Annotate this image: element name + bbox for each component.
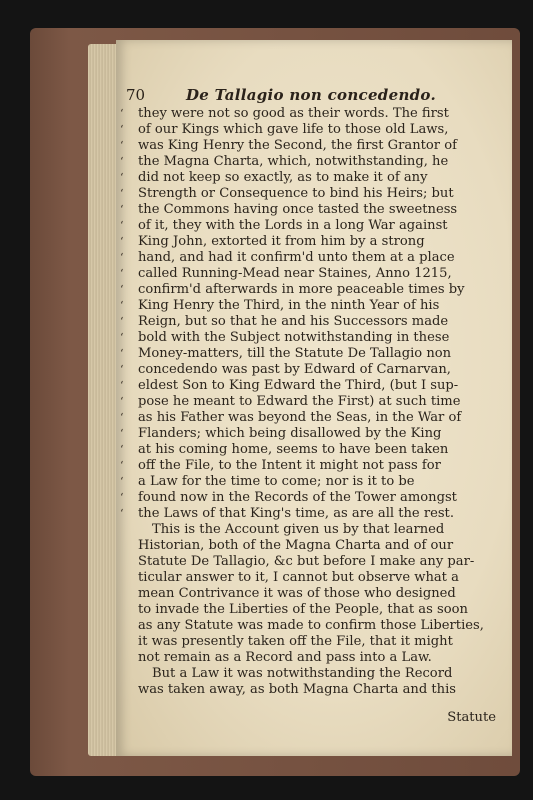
quote-mark: ‘ — [120, 283, 124, 296]
line-text: of our Kings which gave life to those old Laws, — [138, 122, 449, 137]
text-line — [116, 618, 502, 634]
text-line — [116, 378, 502, 394]
quote-mark: ‘ — [120, 379, 124, 392]
quote-mark: ‘ — [120, 315, 124, 328]
line-text: eldest Son to King Edward the Third, (but I sup- — [138, 378, 459, 393]
text-line — [116, 314, 502, 330]
quote-mark: ‘ — [120, 347, 124, 360]
text-line — [116, 298, 502, 314]
line-text: King Henry the Third, in the ninth Year of his — [138, 298, 440, 313]
text-line — [116, 410, 502, 426]
line-text: they were not so good as their words. The first — [138, 106, 449, 121]
line-text: found now in the Records of the Tower amongst — [138, 490, 457, 505]
line-text: at his coming home, seems to have been taken — [138, 442, 449, 457]
text-line — [116, 362, 502, 378]
quote-mark: ‘ — [120, 219, 124, 232]
text-line — [116, 490, 502, 506]
line-text: was King Henry the Second, the first Grantor of — [138, 138, 457, 153]
quote-mark: ‘ — [120, 107, 124, 120]
line-text: as any Statute was made to confirm those Liberties, — [138, 618, 484, 633]
text-line — [116, 570, 502, 586]
quote-mark: ‘ — [120, 363, 124, 376]
quote-mark: ‘ — [120, 507, 124, 520]
line-text: off the File, to the Intent it might not pass for — [138, 458, 441, 473]
text-line — [116, 650, 502, 666]
line-text: Strength or Consequence to bind his Heirs; but — [138, 186, 454, 201]
page-number: 70 — [126, 86, 146, 104]
text-line — [116, 346, 502, 362]
text-line — [116, 154, 502, 170]
text-line — [116, 330, 502, 346]
text-line — [116, 170, 502, 186]
line-text: mean Contrivance it was of those who designed — [138, 586, 456, 601]
page-body — [116, 106, 502, 698]
text-line — [116, 442, 502, 458]
line-text: confirm'd afterwards in more peaceable times by — [138, 282, 465, 297]
quote-mark: ‘ — [120, 459, 124, 472]
text-line — [116, 218, 502, 234]
line-text: to invade the Liberties of the People, that as soon — [138, 602, 468, 617]
text-line — [116, 682, 502, 698]
text-line — [116, 506, 502, 522]
text-line — [116, 122, 502, 138]
running-head: De Tallagio non concedendo. — [186, 86, 436, 104]
text-line — [116, 426, 502, 442]
line-text: the Laws of that King's time, as are all the rest. — [138, 506, 454, 521]
line-text: the Magna Charta, which, notwithstanding, he — [138, 154, 449, 169]
quote-mark: ‘ — [120, 251, 124, 264]
quote-mark: ‘ — [120, 411, 124, 424]
line-text: hand, and had it confirm'd unto them at a place — [138, 250, 455, 265]
text-line — [116, 634, 502, 650]
text-line — [116, 602, 502, 618]
line-text: Historian, both of the Magna Charta and of our — [138, 538, 454, 553]
line-text: This is the Account given us by that learned — [152, 522, 445, 537]
page-header — [126, 86, 502, 108]
quote-mark: ‘ — [120, 331, 124, 344]
text-line — [116, 522, 502, 538]
quote-mark: ‘ — [120, 155, 124, 168]
quote-mark: ‘ — [120, 427, 124, 440]
text-line — [116, 586, 502, 602]
line-text: Statute De Tallagio, &c but before I make any par- — [138, 554, 475, 569]
line-text: was taken away, as both Magna Charta and this — [138, 682, 456, 697]
quote-mark: ‘ — [120, 475, 124, 488]
line-text: it was presently taken off the File, that it might — [138, 634, 453, 649]
text-line — [116, 202, 502, 218]
text-line — [116, 474, 502, 490]
quote-mark: ‘ — [120, 267, 124, 280]
line-text: Reign, but so that he and his Successors made — [138, 314, 449, 329]
text-line — [116, 282, 502, 298]
quote-mark: ‘ — [120, 203, 124, 216]
text-line — [116, 394, 502, 410]
line-text: Money-matters, till the Statute De Tallagio non — [138, 346, 452, 361]
text-line — [116, 666, 502, 682]
line-text: pose he meant to Edward the First) at such time — [138, 394, 461, 409]
quote-mark: ‘ — [120, 139, 124, 152]
quote-mark: ‘ — [120, 123, 124, 136]
text-line — [116, 138, 502, 154]
quote-mark: ‘ — [120, 171, 124, 184]
line-text: a Law for the time to come; nor is it to be — [138, 474, 415, 489]
text-line — [116, 250, 502, 266]
line-text: But a Law it was notwithstanding the Record — [152, 666, 453, 681]
line-text: as his Father was beyond the Seas, in the War of — [138, 410, 462, 425]
quote-mark: ‘ — [120, 395, 124, 408]
line-text: King John, extorted it from him by a strong — [138, 234, 425, 249]
text-line — [116, 538, 502, 554]
line-text: the Commons having once tasted the sweetness — [138, 202, 458, 217]
line-text: of it, they with the Lords in a long War against — [138, 218, 448, 233]
text-line — [116, 186, 502, 202]
text-line — [116, 458, 502, 474]
quote-mark: ‘ — [120, 491, 124, 504]
line-text: concedendo was past by Edward of Carnarvan, — [138, 362, 451, 377]
quote-mark: ‘ — [120, 187, 124, 200]
book-page — [116, 40, 512, 756]
quote-mark: ‘ — [120, 443, 124, 456]
line-text: not remain as a Record and pass into a Law. — [138, 650, 432, 665]
text-line — [116, 266, 502, 282]
line-text: did not keep so exactly, as to make it of any — [138, 170, 428, 185]
text-line — [116, 106, 502, 122]
text-line — [116, 554, 502, 570]
line-text: Flanders; which being disallowed by the King — [138, 426, 442, 441]
quote-mark: ‘ — [120, 235, 124, 248]
line-text: bold with the Subject notwithstanding in these — [138, 330, 450, 345]
text-line — [116, 234, 502, 250]
catchword: Statute — [447, 710, 496, 725]
quote-mark: ‘ — [120, 299, 124, 312]
line-text: called Running-Mead near Staines, Anno 1215, — [138, 266, 452, 281]
line-text: ticular answer to it, I cannot but observe what a — [138, 570, 459, 585]
